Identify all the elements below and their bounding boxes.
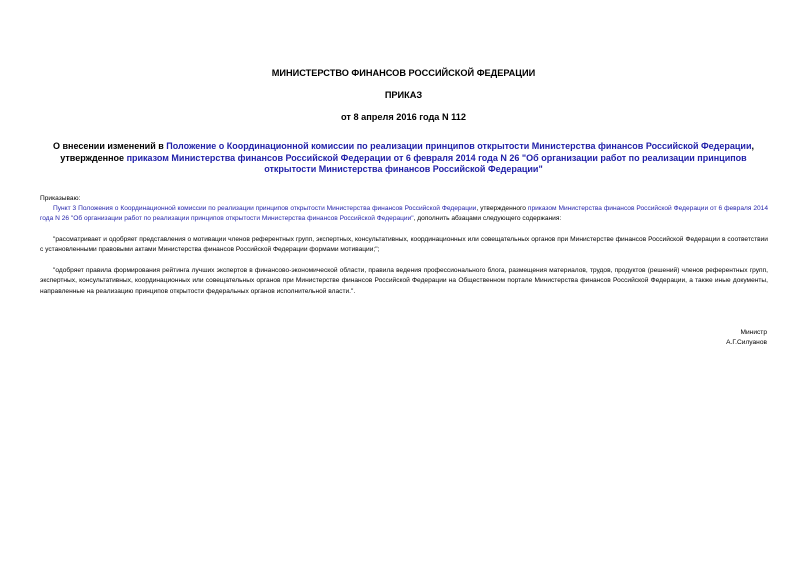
ministry-heading: МИНИСТЕРСТВО ФИНАНСОВ РОССИЙСКОЙ ФЕДЕРАЦИИ [271, 68, 536, 78]
amendment-text-2: , дополнить абзацами следующего содержания: [413, 215, 562, 223]
order-date-number: от 8 апреля 2016 года N 112 [341, 112, 466, 122]
link-clause-3[interactable]: Пункт 3 Положения о Координационной комиссии по реализации принципов открытости Министерства финансов Российской Федерации [53, 205, 477, 212]
order-title [40, 141, 767, 176]
order-word: Приказываю: [40, 195, 81, 202]
amendment-text-1: , утвержденного [476, 205, 528, 212]
title-text-part2: , утвержденное [60, 141, 755, 163]
paragraph-motivation: "рассматривает и одобряет представления о мотивации членов референтных групп, экспертных, консультативных, координационных или совещательных органов при Министерстве финансов Российской Федерации в соответствии с установленными правовыми актами Министерства финансов Российской Федерации формами мотивации;"; [40, 236, 768, 254]
title-text-part1: О внесении изменений в [52, 141, 167, 151]
order-type-heading: ПРИКАЗ [384, 90, 423, 100]
title-link-order[interactable]: приказом Министерства финансов Российской Федерации от 6 февраля 2014 года N 26 "Об организации работ по реализации принципов открытости Министерства финансов Российской Федерации" [126, 152, 747, 175]
title-link-regulation[interactable]: Положение о Координационной комиссии по реализации принципов открытости Министерства финансов Российской Федерации [166, 141, 752, 151]
paragraph-amendment [40, 204, 768, 225]
link-order-26[interactable]: приказом Министерства финансов Российской Федерации от 6 февраля 2014 года N 26 "Об организации работ по реализации принципов открытости Министерства финансов Российской Федерации" [40, 205, 768, 223]
signature-position: Министр [740, 329, 767, 336]
signature-name: А.Г.Силуанов [726, 339, 767, 346]
paragraph-rating: "одобряет правила формирования рейтинга лучших экспертов в финансово-экономической области, правила ведения профессионального блога, размещения материалов, трудов, продуктов (решений) членов референтных групп, экспертных, консультативных, координационных или совещательных органов при Министерстве финансов Российской Федерации на Общественном портале Министерства финансов Российской Федерации, а также иные документы, направленные на реализацию принципов открытости федеральных органов исполнительной власти.". [40, 267, 768, 295]
